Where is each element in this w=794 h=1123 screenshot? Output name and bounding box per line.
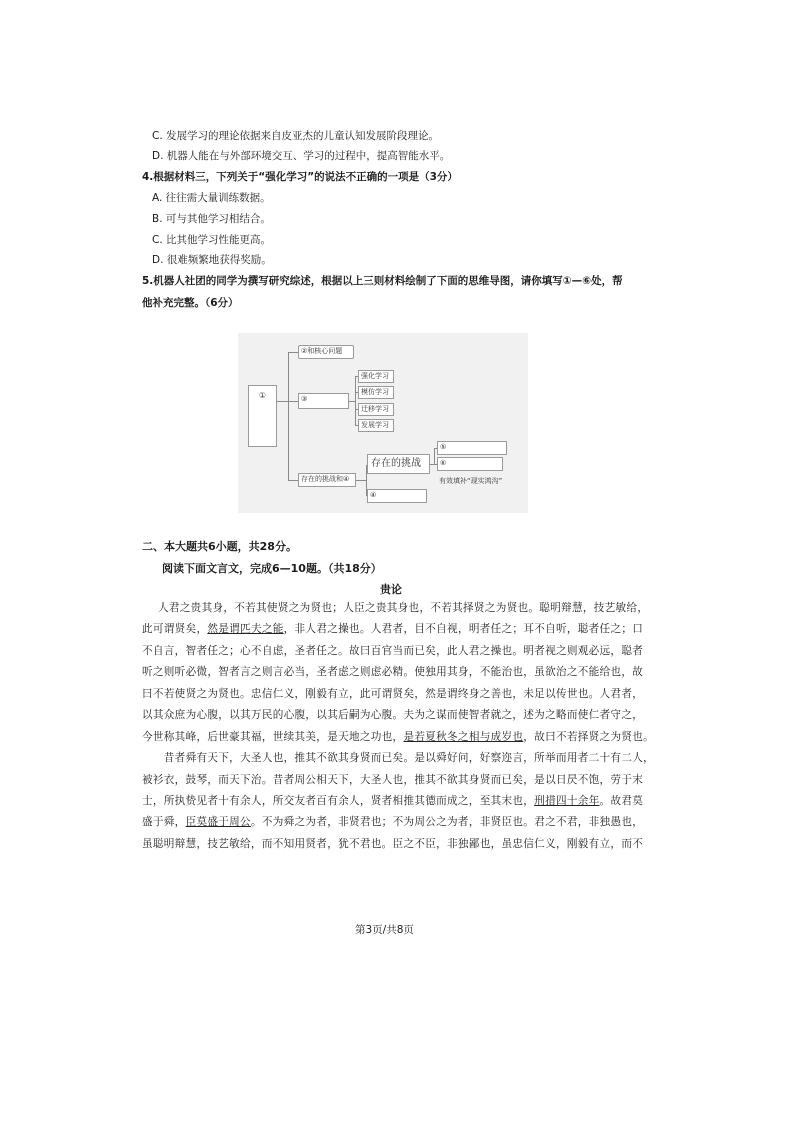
page-number: 第3页/共8页: [355, 924, 414, 936]
q3-option-c: C. 发展学习的理论依据来自皮亚杰的儿童认知发展阶段理论。: [152, 130, 440, 142]
passage-text: 不自言，智者任之；心不自虑，圣者任之。故曰百官当而已矣，此人君之操也。明者视之则观必远，聪者: [142, 645, 644, 657]
q4-option-c: C. 比其他学习性能更高。: [152, 234, 272, 246]
passage-line: [142, 622, 643, 636]
underlined-phrase: 刑措四十余年: [534, 795, 600, 807]
passage-text: 。不为舜之为者，非贤君也；不为周公之为者，非贤臣也。君之不君，非独愚也，: [250, 816, 644, 828]
mindmap-blank-4: ④: [367, 489, 427, 503]
passage-line: [142, 665, 643, 679]
mindmap-core-issue: ②和核心问题: [298, 345, 354, 359]
passage-text: 被衫衣，鼓琴，而天下治。昔者周公相天下，大圣人也，推其不欲其身贤而已矣，是以日昃不饱，劳于末: [142, 774, 644, 786]
mind-map: [238, 333, 528, 513]
mindmap-root-blank: ①: [248, 385, 277, 447]
passage-text: ，非人君之操也。人君者，目不自视，明者任之；耳不自听，聪者任之；口: [283, 623, 644, 635]
mindmap-method-imitation: 模仿学习: [358, 386, 394, 399]
mindmap-blank-5: ⑤: [437, 441, 507, 455]
mindmap-method-reinforcement: 强化学习: [358, 370, 394, 383]
q3-option-d: D. 机器人能在与外部环境交互、学习的过程中，提高智能水平。: [152, 150, 451, 162]
passage-line: [142, 837, 643, 851]
mindmap-method-transfer: 迁移学习: [358, 403, 394, 416]
passage-text: 人君之贵其身，不若其使贤之为贤也；人臣之贵其身也，不若其择贤之为贤也。聪明辩慧，技艺敏给，: [158, 602, 649, 614]
q4-option-a: A. 往往需大量训练数据。: [152, 192, 271, 204]
passage-text: ，故曰不若择贤之为贤也。: [523, 731, 655, 743]
passage-text: 士，所执贽见者十有余人，所交友者百有余人，贤者相推其德而成之，至其末也，: [142, 795, 535, 807]
passage-line: [142, 751, 654, 765]
passage-line: [142, 644, 643, 658]
mindmap-challenge-label: 存在的挑战: [367, 454, 430, 474]
underlined-phrase: 然是谓匹夫之能: [207, 623, 284, 635]
passage-text: 今世称其峰，后世豪其福，世续其美，是天地之功也，: [142, 731, 404, 743]
passage-line: [142, 708, 643, 722]
mindmap-method-developmental: 发展学习: [358, 419, 394, 432]
mindmap-blank-6: ⑥: [437, 457, 503, 471]
section-heading: 二、本大题共6小题，共28分。: [142, 540, 297, 553]
passage-text: 曰不若使贤之为贤也。忠信仁义，刚毅有立，此可谓贤矣，然是谓终身之善也，未足以传世也。人君者，: [142, 688, 644, 700]
mindmap-challenge-branch: 存在的挑战和④: [298, 473, 356, 487]
passage-line: [142, 730, 654, 744]
q4-option-b: B. 可与其他学习相结合。: [152, 213, 271, 225]
passage-text: 听之则听必微，智者言之则言必当，圣者虑之则虑必精。使独用其身，不能治也，虽欲治之不能给也，故: [142, 666, 644, 678]
passage-title: 贵论: [380, 583, 402, 596]
passage-text: 昔者舜有天下，大圣人也，推其不欲其身贤而已矣。是以舜好问，好察迩言，所举而用者二十有二人，: [142, 752, 655, 764]
passage-line: [142, 815, 643, 829]
passage-line: [142, 773, 643, 787]
underlined-phrase: 臣莫盛于周公: [185, 816, 251, 828]
mindmap-note: 有效填补“现实鸿沟”: [439, 477, 503, 485]
passage-line: [142, 794, 643, 808]
section-instruction: 阅读下面文言文，完成6—10题。（共18分）: [162, 562, 382, 575]
passage-text: 盛于舜，: [142, 816, 186, 828]
passage-text: 以其众庶为心腹，以其万民的心腹，以其后嗣为心腹。夫为之谋而使智者就之，述为之略而使仁者守之，: [142, 709, 644, 721]
q4-option-d: D. 很难频繁地获得奖励。: [152, 254, 272, 266]
underlined-phrase: 是若夏秋冬之相与成岁也: [403, 731, 524, 743]
passage-text: 虽聪明辩慧，技艺敏给，而不知用贤者，犹不君也。臣之不臣，非独鄙也，虽忠信仁义，刚毅有立，而不: [142, 838, 644, 850]
passage-text: 。故君莫: [599, 795, 644, 807]
q5-stem-line2: 他补充完整。（6分）: [142, 297, 239, 309]
q4-stem: 4.根据材料三，下列关于“强化学习”的说法不正确的一项是（3分）: [142, 171, 458, 183]
passage-text: 此可谓贤矣，: [142, 623, 208, 635]
passage-line: [158, 601, 648, 615]
q5-stem-line1: 5.机器人社团的同学为撰写研究综述，根据以上三则材料绘制了下面的思维导图，请你填写①—⑥处，帮: [142, 275, 623, 287]
mindmap-blank-3: ③: [298, 393, 349, 409]
passage-line: [142, 687, 643, 701]
